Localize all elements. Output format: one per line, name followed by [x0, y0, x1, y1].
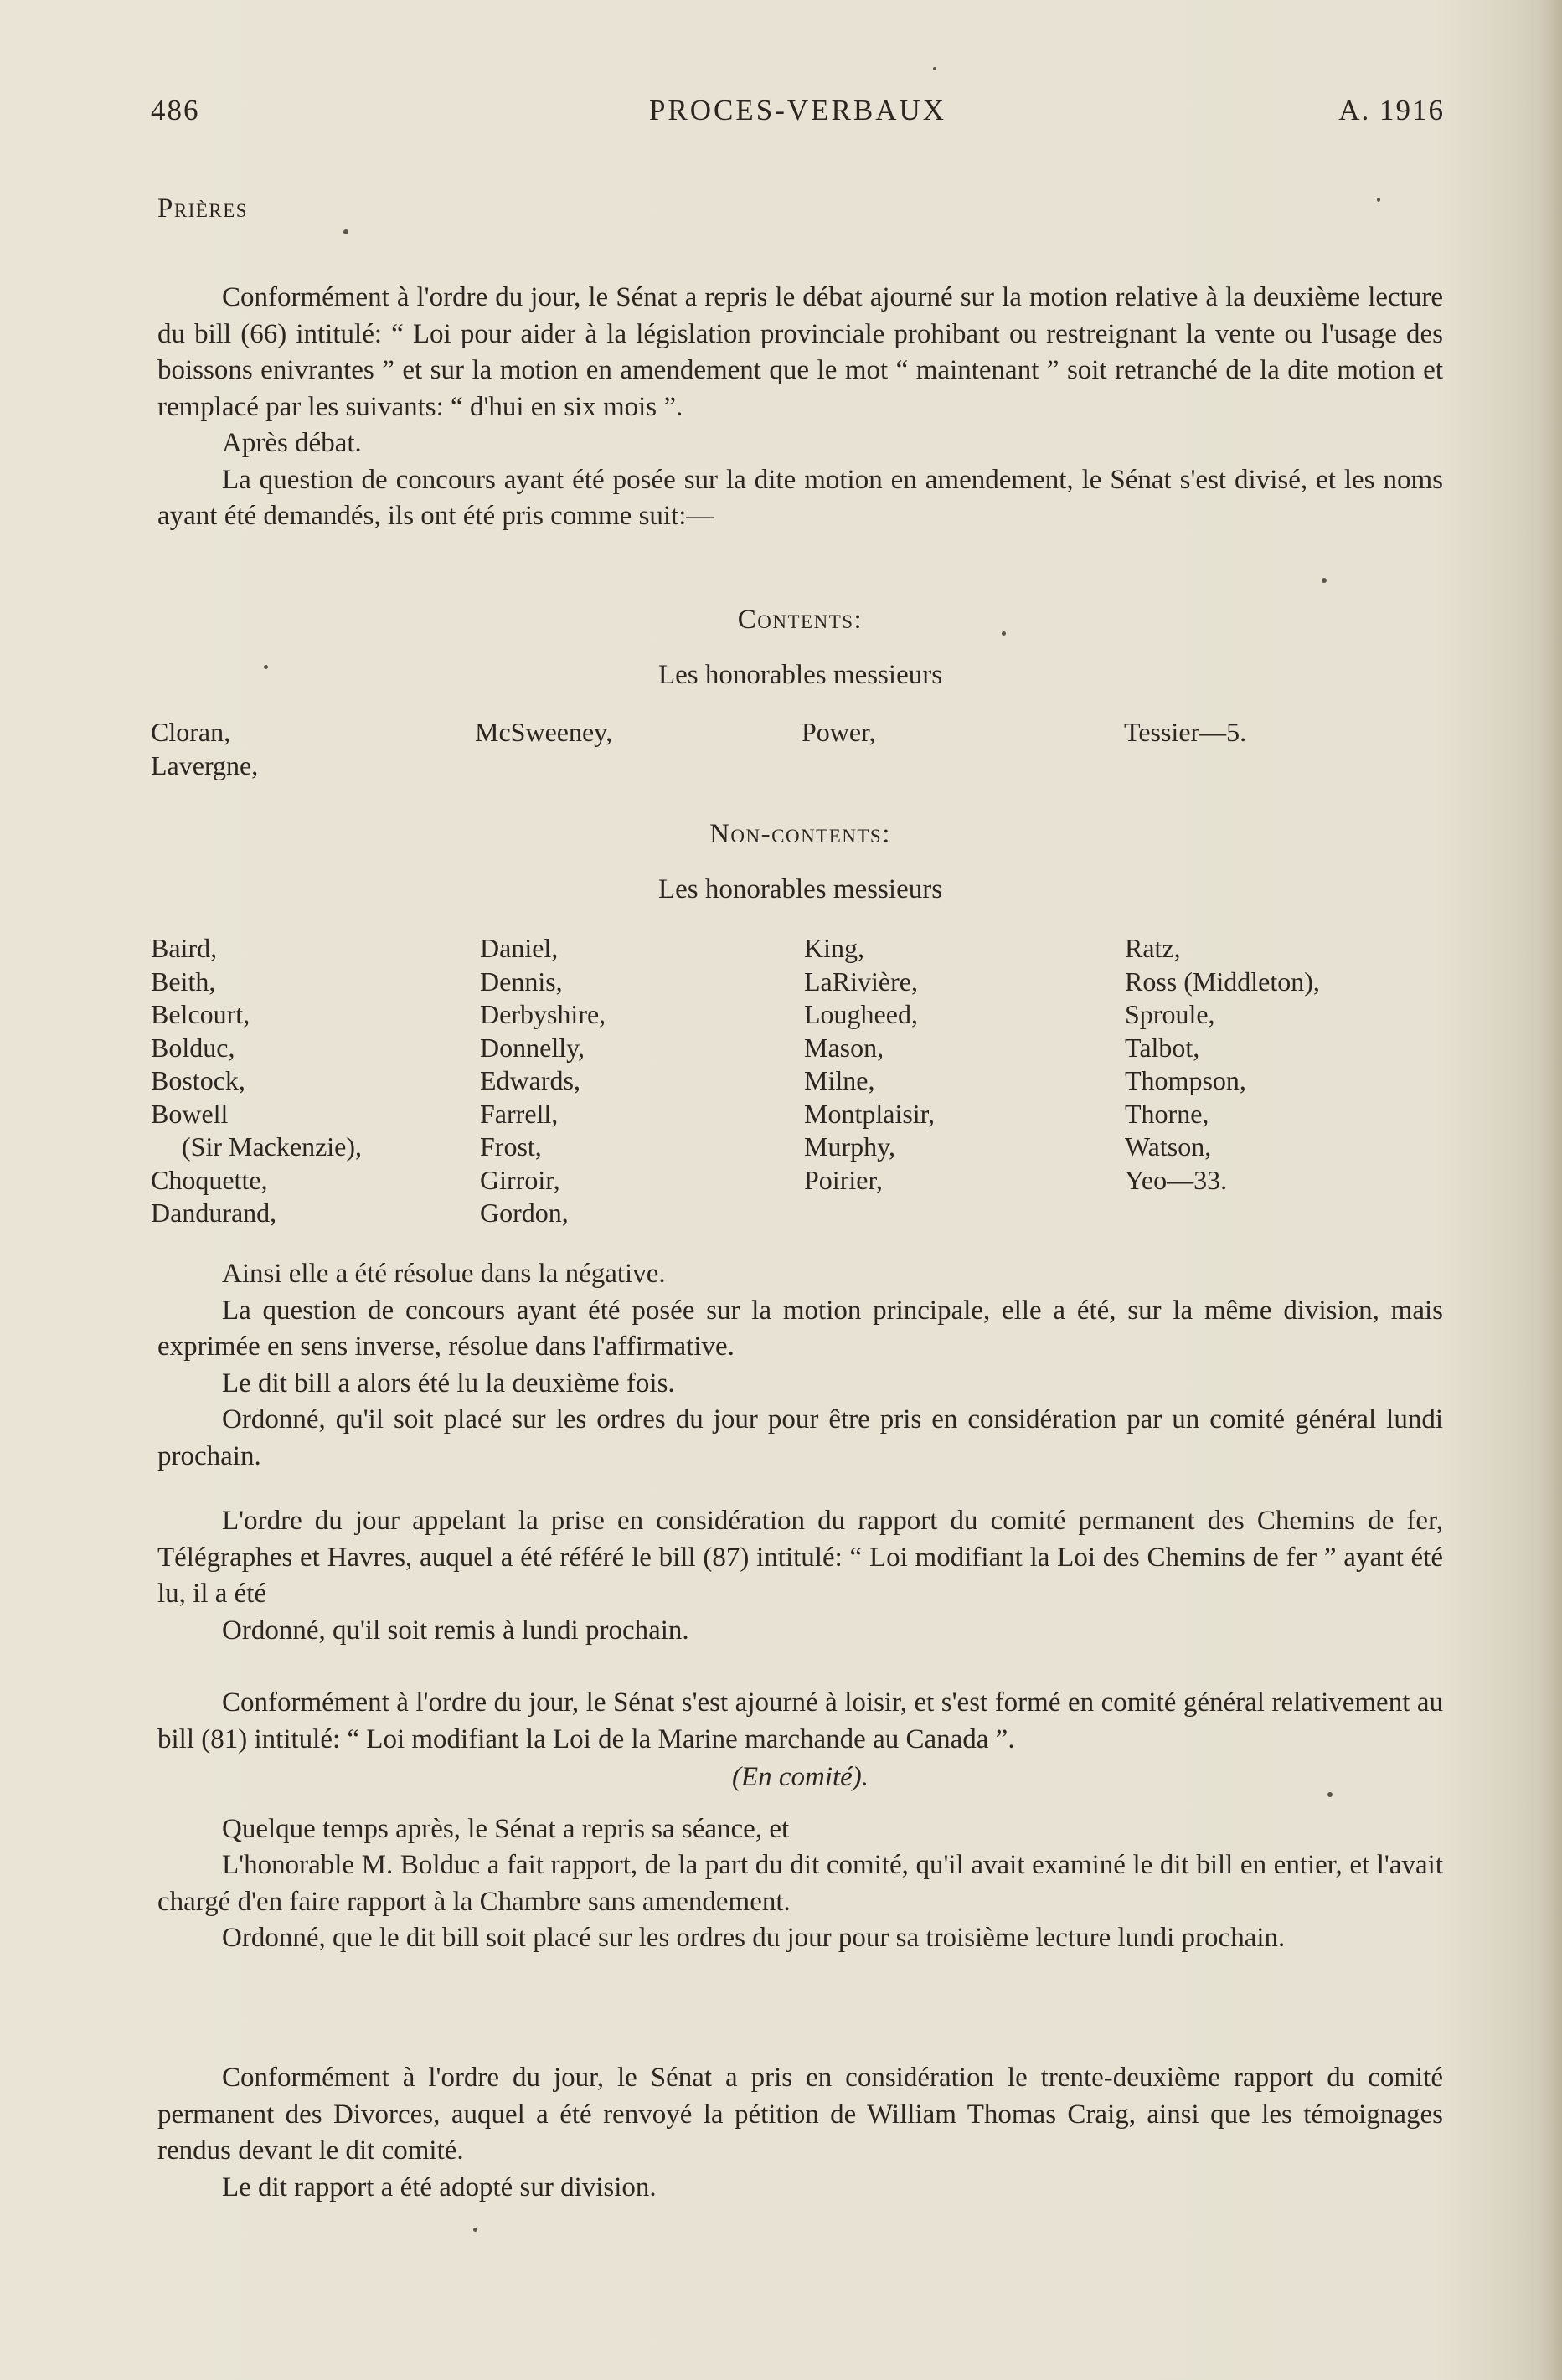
scan-speck — [264, 665, 268, 669]
senator-name: Murphy, — [804, 1131, 896, 1162]
non-contents-heading: Non-contents: — [709, 819, 891, 849]
scan-speck — [933, 67, 936, 70]
result-paragraph: Ainsi elle a été résolue dans la négative. — [222, 1259, 666, 1289]
contents-column — [151, 716, 258, 782]
senator-name: Choquette, — [151, 1164, 268, 1195]
senator-name: Sproule, — [1125, 999, 1215, 1029]
contents-column — [475, 716, 612, 750]
senator-name: Belcourt, — [151, 999, 250, 1029]
divorce-paragraph: Conformément à l'ordre du jour, le Sénat a pris en considération le trente-deuxième rapport du comité permanent des Divorces, auquel a été renvoyé la pétition de William Thomas Craig, ainsi que les témoignages rendus devant le dit comité. — [157, 2063, 1443, 2166]
senator-name: Bostock, — [151, 1065, 245, 1095]
contents-column — [802, 716, 875, 750]
senator-name: Bolduc, — [151, 1032, 235, 1063]
senator-name: Bowell — [151, 1098, 229, 1129]
senator-name: Baird, — [151, 933, 218, 963]
scan-speck — [1002, 631, 1006, 636]
in-committee-note: (En comité). — [731, 1762, 869, 1792]
senator-name: Frost, — [480, 1131, 542, 1162]
contents-subheading: Les honorables messieurs — [657, 660, 943, 690]
senator-name: (Sir Mackenzie), — [182, 1131, 363, 1162]
senator-name: Gordon, — [480, 1198, 569, 1228]
senator-name: Tessier—5. — [1124, 717, 1247, 747]
marine-paragraph: L'honorable M. Bolduc a fait rapport, de la part du dit comité, qu'il avait examiné le dit bill en entier, et l'avait chargé d'en faire rapport à la Chambre sans amendement. — [157, 1850, 1443, 1917]
result-paragraph: Ordonné, qu'il soit placé sur les ordres du jour pour être pris en considération par un comité général lundi prochain. — [157, 1404, 1443, 1471]
senator-name: Lougheed, — [804, 999, 918, 1029]
scan-speck — [343, 229, 348, 234]
senator-name: Girroir, — [480, 1164, 560, 1195]
senator-name: Yeo—33. — [1125, 1164, 1228, 1195]
section-title: Prières — [157, 193, 249, 224]
debate-paragraph: Conformément à l'ordre du jour, le Sénat a repris le débat ajourné sur la motion relative à la deuxième lecture du bill (66) intitulé: “ Loi pour aider à la législation provinciale prohibant ou restreignant la vente ou l'usage des boissons enivrantes ” et sur la motion en amendement que le mot “ maintenant ” soit retranché de la dite motion et remplacé par les suivants: “ d'hui en six mois ”. — [157, 282, 1443, 422]
scan-speck — [473, 2228, 477, 2232]
non-contents-column — [480, 932, 606, 1230]
senator-name: Lavergne, — [151, 750, 259, 780]
senator-name: Derbyshire, — [480, 999, 606, 1029]
result-paragraph: La question de concours ayant été posée sur la motion principale, elle a été, sur la même division, mais exprimée en sens inverse, résolue dans l'affirmative. — [157, 1295, 1443, 1362]
contents-column — [1124, 716, 1246, 750]
non-contents-list — [151, 932, 1457, 1242]
senator-name: Mason, — [804, 1032, 884, 1063]
senator-name: Farrell, — [480, 1098, 559, 1129]
contents-list — [151, 716, 1457, 791]
scan-speck — [1322, 578, 1327, 583]
running-title: PROCES-VERBAUX — [648, 94, 947, 126]
senator-name: Cloran, — [151, 717, 231, 747]
marine-paragraph: Quelque temps après, le Sénat a repris sa séance, et — [222, 1813, 790, 1844]
debate-paragraph: La question de concours ayant été posée sur la dite motion en amendement, le Sénat s'est divisé, et les noms ayant été demandés, ils ont été pris comme suit:— — [157, 464, 1443, 531]
debate-paragraph: Après débat. — [222, 428, 362, 458]
divorce-paragraph: Le dit rapport a été adopté sur division. — [222, 2171, 657, 2202]
divorce-section — [157, 2060, 1443, 2206]
senator-name: King, — [804, 933, 864, 963]
senator-name: Daniel, — [480, 933, 559, 963]
header-year: A. 1916 — [1338, 94, 1445, 126]
page-header — [151, 94, 1445, 144]
page-edge-shadow — [1534, 0, 1562, 2380]
senator-name: Montplaisir, — [804, 1098, 936, 1129]
scan-speck — [1377, 198, 1380, 202]
senator-name: Talbot, — [1125, 1032, 1200, 1063]
non-contents-subheading: Les honorables messieurs — [657, 874, 943, 904]
non-contents-column — [151, 932, 362, 1230]
debate-section — [157, 280, 1443, 535]
senator-name: Milne, — [804, 1065, 875, 1095]
senator-name: Thorne, — [1125, 1098, 1209, 1129]
result-paragraph: Le dit bill a alors été lu la deuxième fois. — [222, 1368, 675, 1399]
senator-name: Power, — [802, 717, 876, 747]
senator-name: Watson, — [1125, 1131, 1212, 1162]
senator-name: Beith, — [151, 966, 216, 997]
contents-heading: Contents: — [737, 605, 863, 635]
marine-paragraph: Ordonné, que le dit bill soit placé sur les ordres du jour pour sa troisième lecture lundi prochain. — [222, 1923, 1286, 1953]
non-contents-column — [1125, 932, 1320, 1197]
senator-name: Poirier, — [804, 1164, 883, 1195]
marine-section — [157, 1685, 1443, 1957]
senator-name: Dennis, — [480, 966, 563, 997]
senator-name: LaRivière, — [804, 966, 918, 997]
senator-name: Donnelly, — [480, 1032, 585, 1063]
senator-name: McSweeney, — [475, 717, 613, 747]
railways-section — [157, 1503, 1443, 1649]
result-section — [157, 1256, 1443, 1475]
senator-name: Ross (Middleton), — [1125, 966, 1320, 997]
marine-paragraph: Conformément à l'ordre du jour, le Sénat s'est ajourné à loisir, et s'est formé en comité général relativement au bill (81) intitulé: “ Loi modifiant la Loi de la Marine marchande au Canada ”. — [157, 1687, 1443, 1754]
scan-speck — [1327, 1792, 1333, 1797]
senator-name: Thompson, — [1125, 1065, 1246, 1095]
senator-name: Ratz, — [1125, 933, 1181, 963]
railways-paragraph: Ordonné, qu'il soit remis à lundi prochain. — [222, 1615, 689, 1646]
senator-name: Edwards, — [480, 1065, 580, 1095]
non-contents-column — [804, 932, 935, 1197]
railways-paragraph: L'ordre du jour appelant la prise en considération du rapport du comité permanent des Chemins de fer, Télégraphes et Havres, auquel a été référé le bill (87) intitulé: “ Loi modifiant la Loi des Chemins de fer ” ayant été lu, il a été — [157, 1506, 1443, 1609]
page-number: 486 — [151, 94, 200, 126]
senator-name: Dandurand, — [151, 1198, 277, 1228]
